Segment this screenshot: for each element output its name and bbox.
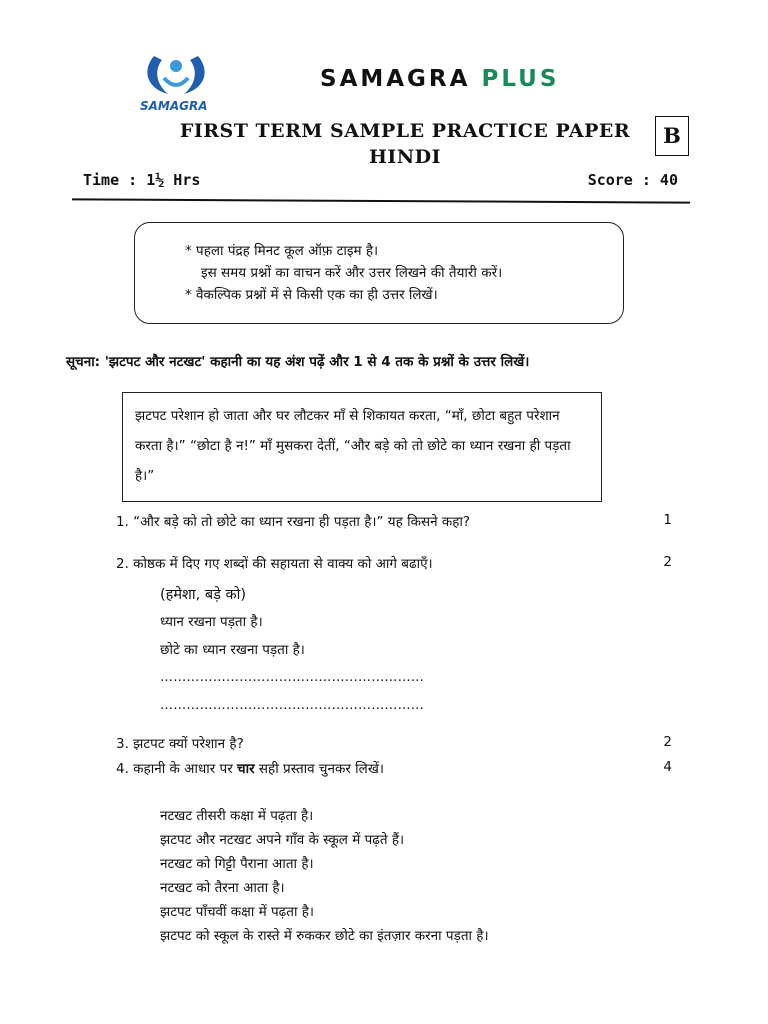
samagra-logo xyxy=(134,48,218,114)
q4-option: झटपट को स्कूल के रास्ते में रुककर छोटे का इंतज़ार करना पड़ता है। xyxy=(160,928,489,944)
brand-main: SAMAGRA xyxy=(320,66,471,92)
question-4-bold: चार xyxy=(237,761,255,777)
header-divider xyxy=(72,198,690,203)
paper-title: FIRST TERM SAMPLE PRACTICE PAPER xyxy=(179,120,631,142)
answer-line: …………………………………………………… xyxy=(160,670,424,685)
passage-box: झटपट परेशान हो जाता और घर लौटकर माँ से शिकायत करता, “माँ, छोटा बहुत परेशान करता है।” “छोटा है न!” माँ मुसकरा देतीं, “और बड़े को तो छोटे का ध्यान रखना ही पड़ता है।” xyxy=(122,392,602,502)
question-4-text-end: सही प्रस्ताव चुनकर लिखें। xyxy=(254,761,384,777)
logo-text: SAMAGRA xyxy=(140,99,208,113)
score-label: Score : 40 xyxy=(587,171,678,189)
question-2: 2. कोष्ठक में दिए गए शब्दों की सहायता से वाक्य को आगे बढाएँ। xyxy=(116,556,433,572)
q2-line: ध्यान रखना पड़ता है। xyxy=(160,614,263,630)
instruction-item: * पहला पंद्रह मिनट कूल ऑफ़ टाइम है। xyxy=(185,243,379,259)
q2-hint: (हमेशा, बड़े को) xyxy=(160,587,247,603)
question-4-text: 4. कहानी के आधार पर xyxy=(116,761,238,777)
q4-option: झटपट और नटखट अपने गाँव के स्कूल में पढ़ते हैं। xyxy=(160,832,405,848)
brand-title xyxy=(320,66,559,92)
answer-line: …………………………………………………… xyxy=(160,698,424,713)
q4-option: नटखट को तैरना आता है। xyxy=(160,880,285,896)
notice-text: सूचना: 'झटपट और नटखट' कहानी का यह अंश पढ़ें और 1 से 4 तक के प्रश्नों के उत्तर लिखें। xyxy=(66,354,530,370)
instruction-item: इस समय प्रश्नों का वाचन करें और उत्तर लिखने की तैयारी करें। xyxy=(201,265,503,281)
q4-option: नटखट तीसरी कक्षा में पढ़ता है। xyxy=(160,808,314,824)
question-3-marks: 2 xyxy=(663,734,672,750)
set-label-box: B xyxy=(655,116,689,156)
q4-option: झटपट पाँचवीं कक्षा में पढ़ता है। xyxy=(160,904,315,920)
question-1-marks: 1 xyxy=(663,512,672,528)
paper-subject: HINDI xyxy=(368,146,442,168)
question-1: 1. “और बड़े को तो छोटे का ध्यान रखना ही पड़ता है।” यह किसने कहा? xyxy=(116,514,471,530)
q4-option: नटखट को गिट्टी पैराना आता है। xyxy=(160,856,314,872)
question-3: 3. झटपट क्यों परेशान है? xyxy=(116,736,244,752)
q2-line: छोटे का ध्यान रखना पड़ता है। xyxy=(160,642,305,658)
instruction-item: * वैकल्पिक प्रश्नों में से किसी एक का ही उत्तर लिखें। xyxy=(185,287,438,303)
question-2-marks: 2 xyxy=(663,554,672,570)
question-4 xyxy=(116,759,384,777)
question-4-marks: 4 xyxy=(663,759,672,775)
instructions-box xyxy=(134,222,624,324)
time-label: Time : 1½ Hrs xyxy=(83,171,201,189)
brand-plus: PLUS xyxy=(481,66,560,92)
